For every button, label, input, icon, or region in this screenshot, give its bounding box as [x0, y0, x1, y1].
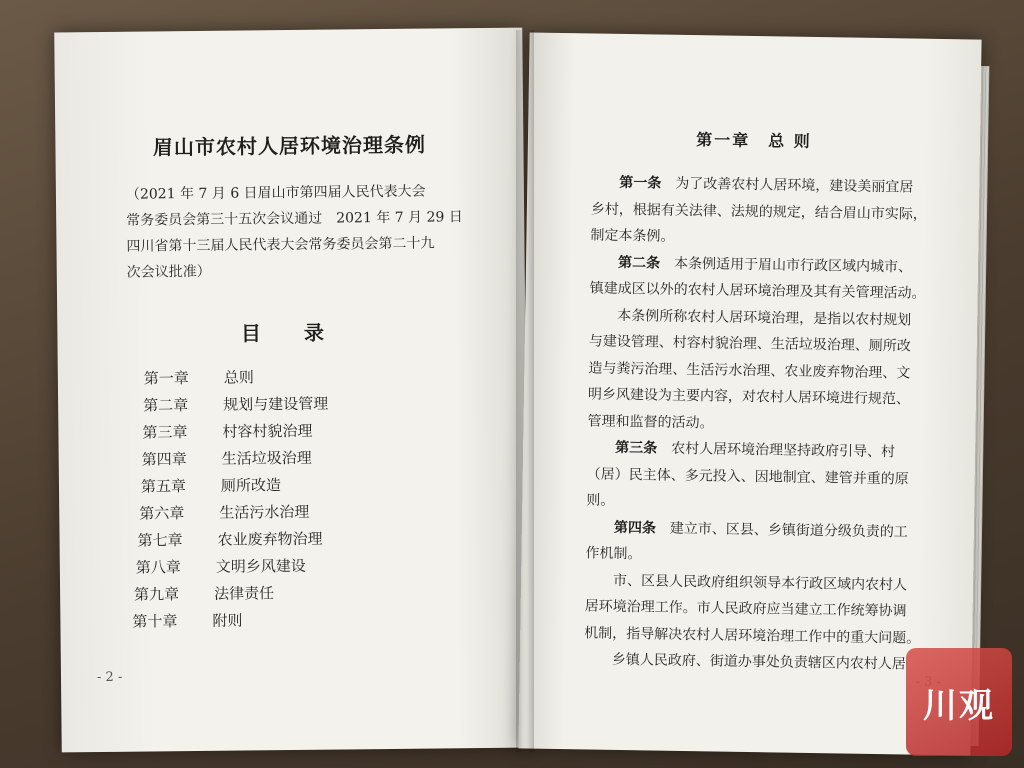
left-page — [54, 28, 530, 753]
chapter-heading: 第一章 总 则 — [696, 130, 812, 151]
article-text-span: 本条例所称农村人居环境治理，是指以农村规划 — [617, 307, 912, 329]
watermark-text: 川观 — [923, 685, 995, 726]
toc-title: 规划与建设管理 — [223, 394, 329, 414]
toc-title: 厕所改造 — [220, 476, 282, 495]
article-line: 造与粪污治理、生活污水治理、农业废弃物治理、文 — [588, 359, 911, 382]
adoption-note-line: （2021 年 7 月 6 日眉山市第四届人民代表大会 — [125, 183, 426, 203]
article-line: 与建设管理、村容村貌治理、生活垃圾治理、厕所改 — [588, 333, 911, 355]
article-text-span: 为了改善农村人居环境，建设美丽宜居 — [675, 175, 914, 196]
toc-chapter: 第四章 — [141, 450, 187, 469]
toc-title: 总则 — [223, 368, 254, 387]
toc-chapter: 第一章 — [143, 369, 189, 388]
article-text-span: 本条例适用于眉山市行政区域内城市、 — [673, 255, 913, 276]
article-text — [584, 169, 962, 678]
right-page — [518, 32, 981, 755]
article-label: 第三条 — [615, 439, 658, 457]
article-label: 第一条 — [619, 174, 662, 192]
toc-chapter: 第五章 — [140, 477, 187, 496]
watermark-logo — [906, 648, 1012, 756]
article-line: 管理和监督的活动。 — [587, 412, 714, 431]
article-line: 机制，指导解决农村人居环境治理工作中的重大问题。 — [584, 624, 921, 647]
toc-title: 附则 — [212, 611, 243, 630]
book-spine — [516, 30, 534, 752]
article-line: 则。 — [586, 492, 615, 509]
article-line: 乡村，根据有关法律、法规的规定，结合眉山市实际， — [590, 200, 927, 223]
article-line: 居环境治理工作。市人民政府应当建立工作统筹协调 — [584, 598, 907, 620]
adoption-note-line: 四川省第十三届人民代表大会常务委员会第二十九 — [126, 235, 435, 255]
table-of-contents — [58, 364, 526, 631]
article-line: （居）民主体、多元投入、因地制宜、建管并重的原 — [586, 465, 909, 488]
toc-chapter: 第三章 — [142, 423, 188, 442]
toc-item — [134, 582, 274, 603]
document-title: 眉山市农村人居环境治理条例 — [152, 132, 427, 160]
toc-item — [141, 474, 281, 495]
toc-heading: 目 录 — [240, 320, 343, 346]
toc-item — [142, 447, 312, 469]
toc-chapter: 第十章 — [132, 612, 178, 631]
toc-chapter: 第七章 — [137, 531, 183, 550]
article-line: 镇建成区以外的农村人居环境治理及其有关管理活动。 — [589, 280, 926, 302]
toc-chapter: 第二章 — [143, 396, 189, 415]
article-text-span: 建立市、区县、乡镇街道分级负责的工 — [669, 520, 908, 540]
toc-item — [139, 501, 309, 523]
adoption-note-line: 次会议批准） — [126, 263, 211, 281]
article-text-span: 乡镇人民政府、街道办事处负责辖区内农村人居 — [611, 651, 906, 673]
article-label: 第二条 — [617, 254, 661, 272]
toc-item — [132, 610, 242, 631]
adoption-note — [126, 178, 517, 286]
toc-title: 生活污水治理 — [219, 502, 310, 522]
toc-title: 生活垃圾治理 — [221, 448, 312, 468]
toc-chapter: 第八章 — [135, 558, 181, 577]
toc-chapter: 第九章 — [134, 585, 180, 604]
article-line: 作机制。 — [585, 545, 642, 563]
article-label: 第四条 — [613, 519, 657, 537]
toc-title: 法律责任 — [214, 584, 275, 603]
page-number: - 2 - — [96, 669, 123, 686]
article-text-span: 农村人居环境治理坚持政府引导、村 — [671, 440, 896, 461]
article-line: 制定本条例。 — [590, 227, 675, 245]
article-line — [584, 646, 954, 678]
toc-item — [143, 393, 328, 415]
toc-item — [136, 555, 306, 577]
toc-item — [137, 528, 322, 550]
article-text-span: 市、区县人民政府组织领导本行政区域内农村人 — [612, 572, 908, 593]
toc-title: 文明乡风建设 — [215, 556, 306, 576]
toc-chapter: 第六章 — [139, 504, 185, 523]
toc-title: 农业废弃物治理 — [217, 529, 323, 549]
toc-item — [144, 366, 254, 387]
toc-item — [142, 420, 312, 442]
article-line: 明乡风建设为主要内容，对农村人居环境进行规范、 — [587, 386, 911, 408]
adoption-note-line: 常务委员会第三十五次会议通过 2021 年 7 月 29 日 — [126, 209, 463, 229]
toc-title: 村容村貌治理 — [222, 421, 313, 441]
